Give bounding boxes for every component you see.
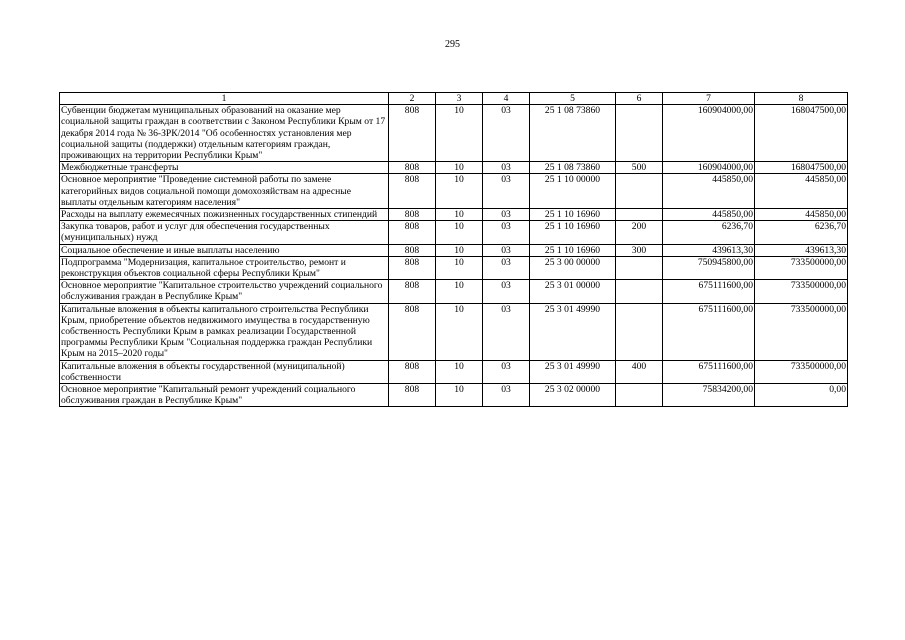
expense-type-code — [616, 280, 663, 303]
header-col-2: 2 — [389, 93, 436, 105]
amount-year-1: 160904000,00 — [663, 162, 755, 174]
target-code: 25 1 08 73860 — [530, 105, 616, 162]
amount-year-2: 439613,30 — [755, 244, 848, 256]
table-row — [60, 280, 848, 303]
expense-type-code — [616, 105, 663, 162]
amount-year-1: 439613,30 — [663, 244, 755, 256]
item-name: Капитальные вложения в объекты государственной (муниципальной) собственности — [60, 360, 389, 383]
subsection-code: 03 — [483, 303, 530, 360]
expense-type-code — [616, 256, 663, 279]
subsection-code: 03 — [483, 209, 530, 221]
amount-year-1: 675111600,00 — [663, 280, 755, 303]
target-code: 25 3 01 00000 — [530, 280, 616, 303]
header-col-7: 7 — [663, 93, 755, 105]
target-code: 25 3 00 00000 — [530, 256, 616, 279]
item-name: Субвенции бюджетам муниципальных образований на оказание мер социальной защиты граждан в соответствии с Законом Республики Крым от 17 декабря 2014 года № 36-ЗРК/2014 "Об особенностях установления мер социальной защиты (поддержки) отдельным категориям граждан, проживающих на территории Республики Крым" — [60, 105, 389, 162]
item-name: Межбюджетные трансферты — [60, 162, 389, 174]
amount-year-2: 0,00 — [755, 384, 848, 407]
admin-code: 808 — [389, 280, 436, 303]
section-code: 10 — [436, 221, 483, 244]
subsection-code: 03 — [483, 221, 530, 244]
header-col-3: 3 — [436, 93, 483, 105]
subsection-code: 03 — [483, 174, 530, 209]
section-code: 10 — [436, 303, 483, 360]
expense-type-code — [616, 303, 663, 360]
table-row — [60, 303, 848, 360]
subsection-code: 03 — [483, 280, 530, 303]
section-code: 10 — [436, 209, 483, 221]
section-code: 10 — [436, 174, 483, 209]
target-code: 25 3 02 00000 — [530, 384, 616, 407]
subsection-code: 03 — [483, 384, 530, 407]
table-row — [60, 174, 848, 209]
amount-year-2: 168047500,00 — [755, 105, 848, 162]
section-code: 10 — [436, 162, 483, 174]
admin-code: 808 — [389, 221, 436, 244]
header-col-1: 1 — [60, 93, 389, 105]
amount-year-1: 6236,70 — [663, 221, 755, 244]
expense-type-code — [616, 174, 663, 209]
subsection-code: 03 — [483, 244, 530, 256]
amount-year-1: 675111600,00 — [663, 303, 755, 360]
item-name: Основное мероприятие "Капитальный ремонт учреждений социального обслуживания граждан в Республике Крым" — [60, 384, 389, 407]
budget-table — [59, 92, 848, 407]
amount-year-2: 733500000,00 — [755, 303, 848, 360]
expense-type-code: 400 — [616, 360, 663, 383]
target-code: 25 1 10 16960 — [530, 221, 616, 244]
subsection-code: 03 — [483, 162, 530, 174]
amount-year-2: 445850,00 — [755, 174, 848, 209]
item-name: Закупка товаров, работ и услуг для обеспечения государственных (муниципальных) нужд — [60, 221, 389, 244]
amount-year-1: 445850,00 — [663, 174, 755, 209]
table-row — [60, 256, 848, 279]
header-col-6: 6 — [616, 93, 663, 105]
amount-year-1: 160904000,00 — [663, 105, 755, 162]
admin-code: 808 — [389, 256, 436, 279]
admin-code: 808 — [389, 105, 436, 162]
section-code: 10 — [436, 360, 483, 383]
amount-year-2: 733500000,00 — [755, 256, 848, 279]
item-name: Капитальные вложения в объекты капитального строительства Республики Крым, приобретение объектов недвижимого имущества в государственную собственность Республики Крым в рамках реализации Государственной программы Республики Крым "Социальная поддержка граждан Республики Крым на 2015–2020 годы" — [60, 303, 389, 360]
subsection-code: 03 — [483, 256, 530, 279]
admin-code: 808 — [389, 162, 436, 174]
expense-type-code: 200 — [616, 221, 663, 244]
target-code: 25 1 10 00000 — [530, 174, 616, 209]
table-row — [60, 360, 848, 383]
amount-year-1: 675111600,00 — [663, 360, 755, 383]
expense-type-code — [616, 209, 663, 221]
amount-year-2: 6236,70 — [755, 221, 848, 244]
item-name: Основное мероприятие "Капитальное строительство учреждений социального обслуживания граждан в Республике Крым" — [60, 280, 389, 303]
amount-year-2: 445850,00 — [755, 209, 848, 221]
expense-type-code: 500 — [616, 162, 663, 174]
item-name: Основное мероприятие "Проведение системной работы по замене категорийных видов социальной помощи домохозяйствам на адресные выплаты отдельным категориям населения" — [60, 174, 389, 209]
admin-code: 808 — [389, 209, 436, 221]
table-row — [60, 221, 848, 244]
subsection-code: 03 — [483, 105, 530, 162]
subsection-code: 03 — [483, 360, 530, 383]
item-name: Подпрограмма "Модернизация, капитальное строительство, ремонт и реконструкция объектов социальной сферы Республики Крым" — [60, 256, 389, 279]
amount-year-2: 733500000,00 — [755, 360, 848, 383]
amount-year-1: 445850,00 — [663, 209, 755, 221]
header-col-4: 4 — [483, 93, 530, 105]
admin-code: 808 — [389, 174, 436, 209]
header-col-8: 8 — [755, 93, 848, 105]
target-code: 25 1 10 16960 — [530, 209, 616, 221]
admin-code: 808 — [389, 303, 436, 360]
amount-year-1: 750945800,00 — [663, 256, 755, 279]
table-row — [60, 162, 848, 174]
admin-code: 808 — [389, 244, 436, 256]
expense-type-code — [616, 384, 663, 407]
header-col-5: 5 — [530, 93, 616, 105]
amount-year-1: 75834200,00 — [663, 384, 755, 407]
item-name: Социальное обеспечение и иные выплаты населению — [60, 244, 389, 256]
section-code: 10 — [436, 384, 483, 407]
section-code: 10 — [436, 244, 483, 256]
table-row — [60, 384, 848, 407]
page-number: 295 — [445, 39, 460, 50]
section-code: 10 — [436, 256, 483, 279]
table-row — [60, 244, 848, 256]
section-code: 10 — [436, 105, 483, 162]
target-code: 25 1 10 16960 — [530, 244, 616, 256]
table-row — [60, 105, 848, 162]
item-name: Расходы на выплату ежемесячных пожизненных государственных стипендий — [60, 209, 389, 221]
expense-type-code: 300 — [616, 244, 663, 256]
amount-year-2: 168047500,00 — [755, 162, 848, 174]
section-code: 10 — [436, 280, 483, 303]
target-code: 25 1 08 73860 — [530, 162, 616, 174]
admin-code: 808 — [389, 384, 436, 407]
amount-year-2: 733500000,00 — [755, 280, 848, 303]
table-row — [60, 209, 848, 221]
admin-code: 808 — [389, 360, 436, 383]
target-code: 25 3 01 49990 — [530, 303, 616, 360]
header-row — [60, 93, 848, 105]
target-code: 25 3 01 49990 — [530, 360, 616, 383]
